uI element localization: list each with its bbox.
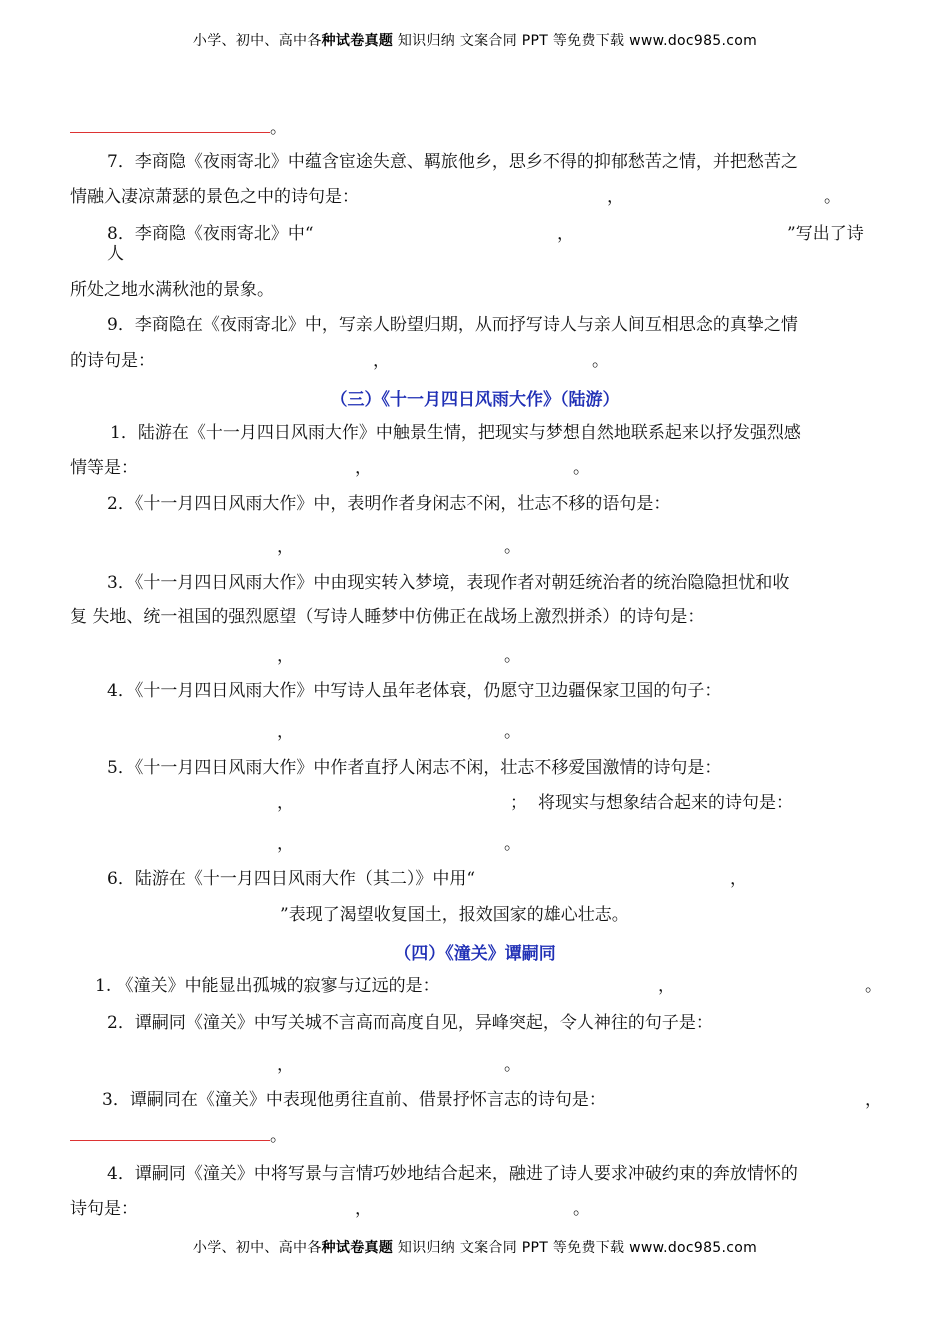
q-text: 诗句是： [70,1199,138,1219]
s3-q2-line1: 2．《十一月四日风雨大作》中，表明作者身闲志不闲，壮志不移的语句是： [107,494,671,514]
punct: 。 [865,976,882,996]
section-title: （四）《潼关》谭嗣同 [394,944,556,964]
q6-answer-line [70,117,885,139]
punct: 。 [824,187,841,207]
footer-text-a: 小学、初中、高中各 [192,1240,322,1256]
punct: 。 [504,834,521,854]
punct: ， [658,976,675,996]
punct: ， [277,537,294,557]
punct: ， [730,869,747,889]
header-text-b: 种试卷真题 [321,33,394,49]
punct: ， [277,834,294,854]
punct: ， [865,1090,882,1110]
q8-line1 [107,223,922,245]
s3-q1-line1: 1．陆游在《十一月四日风雨大作》中触景生情，把现实与梦想自然地联系起来以抒发强烈感 [110,423,801,443]
q8-text: 8．李商隐《夜雨寄北》中“ [107,224,314,244]
q8-text-b: ”写出了诗 [787,224,864,244]
q7-line2 [70,186,885,208]
s4-q4-line2 [70,1198,885,1220]
s3-q6-line2: ”表现了渴望收复国土，报效国家的雄心壮志。 [280,905,629,925]
punct: 。 [270,1126,287,1146]
punct: ， [557,224,574,244]
q8-line2: 所处之地水满秋池的景象。 [70,280,274,300]
q9-text: 的诗句是： [70,351,155,371]
s4-q2-line1: 2．谭嗣同《潼关》中写关城不言高而高度自见，异峰突起，令人神往的句子是： [107,1013,713,1033]
punct: ， [277,793,294,813]
page-header [0,30,950,50]
footer-text-c: 知识归纳 文案合同 PPT 等免费下载 www.doc985.com [393,1240,758,1256]
q8-ren: 人 [107,244,124,264]
s4-q3-answer [70,1125,885,1147]
header-text-a: 小学、初中、高中各 [192,33,322,49]
section-title: （三）《十一月四日风雨大作》（陆游） [330,390,620,410]
s4-q1-line1 [95,975,910,997]
punct: 。 [573,458,590,478]
answer-blank[interactable] [70,118,270,133]
s3-q3-line2: 复 失地、统一祖国的强烈愿望（写诗人睡梦中仿佛正在战场上激烈拼杀）的诗句是： [70,607,705,627]
q-text: 1. 《潼关》中能显出孤城的寂寥与辽远的是： [95,976,440,996]
punct: 。 [504,722,521,742]
punct: ， [607,187,624,207]
s3-q5-line1: 5．《十一月四日风雨大作》中作者直抒人闲志不闲，壮志不移爱国激情的诗句是： [107,758,722,778]
punct: ， [373,351,390,371]
punct: 。 [592,351,609,371]
punct: ， [277,722,294,742]
punct: 。 [504,1055,521,1075]
punct: ， [355,1199,372,1219]
page-footer [0,1237,950,1257]
s4-q4-line1: 4．谭嗣同《潼关》中将写景与言情巧妙地结合起来，融进了诗人要求冲破约束的奔放情怀的 [107,1164,798,1184]
q-text: 将现实与想象结合起来的诗句是： [538,793,793,813]
q9-line2 [70,350,885,372]
q9-line1: 9．李商隐在《夜雨寄北》中，写亲人盼望归期，从而抒写诗人与亲人间互相思念的真挚之情 [107,315,798,335]
punct: 。 [573,1199,590,1219]
punct: 。 [504,646,521,666]
header-text-c: 知识归纳 文案合同 PPT 等免费下载 www.doc985.com [393,33,758,49]
punct: ， [355,458,372,478]
punct: 。 [270,118,287,138]
s3-q3-line1: 3．《十一月四日风雨大作》中由现实转入梦境，表现作者对朝廷统治者的统治隐隐担忧和收 [107,573,790,593]
punct: ， [277,646,294,666]
punct: 。 [504,537,521,557]
s3-q4-line1: 4．《十一月四日风雨大作》中写诗人虽年老体衰，仍愿守卫边疆保家卫国的句子： [107,681,722,701]
punct: ； [510,793,527,813]
q-text: 6．陆游在《十一月四日风雨大作（其二）》中用“ [107,869,476,889]
q-text: 情等是： [70,458,138,478]
s4-q3-line1 [102,1089,917,1111]
s3-q6-line1 [107,868,922,890]
q7-line1: 7．李商隐《夜雨寄北》中蕴含宦途失意、羁旅他乡，思乡不得的抑郁愁苦之情，并把愁苦之 [107,152,798,172]
q7-text: 情融入凄凉萧瑟的景色之中的诗句是： [70,187,359,207]
s3-q1-line2 [70,457,885,479]
footer-text-b: 种试卷真题 [321,1240,394,1256]
q-text: 3．谭嗣同在《潼关》中表现他勇往直前、借景抒怀言志的诗句是： [102,1090,606,1110]
answer-blank[interactable] [70,1126,270,1141]
punct: ， [277,1055,294,1075]
